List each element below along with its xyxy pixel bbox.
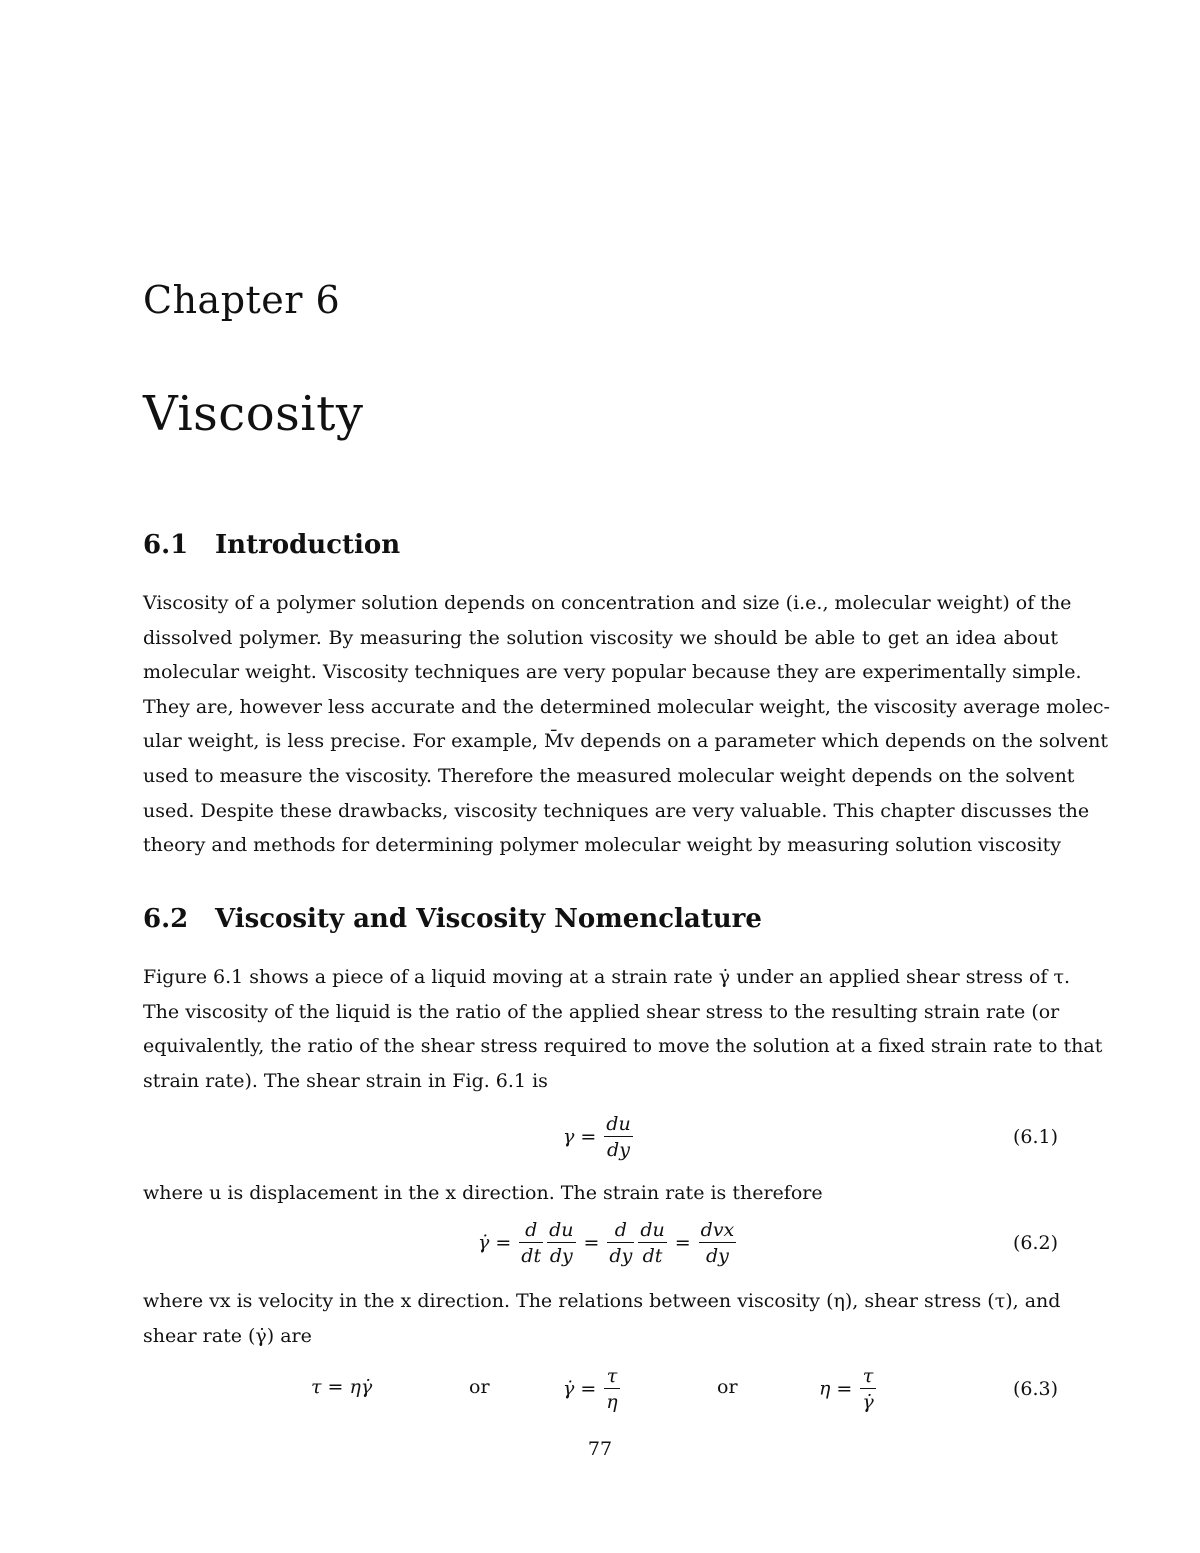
text-line: Figure 6.1 shows a piece of a liquid moving at a strain rate γ̇ under an applied shear stress of τ. (143, 966, 1071, 988)
equation-6-2-expression (478, 1218, 738, 1269)
text-line: ular weight, is less precise. For example, M̄v depends on a parameter which depends on the solvent (143, 730, 1109, 753)
denominator: dy (549, 1245, 573, 1267)
text-line: strain rate). The shear strain in Fig. 6.1 is (143, 1069, 548, 1092)
denominator: η (606, 1391, 618, 1413)
fraction (604, 1112, 632, 1163)
fraction (699, 1218, 737, 1269)
paragraph-nomenclature (143, 960, 1103, 1098)
text-line: theory and methods for determining polymer molecular weight by measuring solution viscosity (143, 834, 1062, 857)
text-line: where vx is velocity in the x direction. The relations between viscosity (η), shear stress (τ), and (143, 1290, 1061, 1312)
text-line: where u is displacement in the x direction. The strain rate is therefore (143, 1182, 823, 1204)
section-title: Viscosity and Viscosity Nomenclature (215, 904, 762, 934)
eq-lhs: γ̇ (563, 1377, 575, 1400)
denominator: dt (642, 1245, 663, 1267)
chapter-label: Chapter 6 (143, 278, 341, 322)
numerator: τ (604, 1364, 619, 1389)
eq-lhs: η (819, 1377, 831, 1400)
text-line: The viscosity of the liquid is the ratio of the applied shear stress to the resulting strain rate (or (143, 1000, 1060, 1023)
section-number: 6.1 (143, 530, 189, 560)
fraction (860, 1364, 875, 1415)
fraction (519, 1218, 543, 1269)
fraction (638, 1218, 666, 1269)
or-word: or (717, 1376, 738, 1398)
equation-6-3 (143, 1364, 1058, 1414)
eq-equals: = (583, 1231, 600, 1254)
paragraph-after-eq2 (143, 1284, 1061, 1353)
numerator: du (606, 1113, 631, 1135)
text-line: used. Despite these drawbacks, viscosity techniques are very valuable. This chapter discusses the (143, 799, 1090, 822)
denominator: dy (609, 1245, 633, 1267)
denominator: dy (607, 1139, 630, 1161)
equation-number: (6.1) (1012, 1126, 1058, 1148)
section-title: Introduction (215, 530, 401, 560)
denominator: dt (521, 1245, 542, 1267)
numerator: τ (860, 1364, 875, 1389)
denominator: γ̇ (862, 1391, 874, 1413)
section-heading-viscosity-nomenclature (143, 904, 762, 934)
eq-lhs: γ̇ (478, 1231, 490, 1254)
numerator: du (640, 1219, 665, 1241)
fraction (604, 1364, 619, 1415)
section-heading-introduction (143, 530, 400, 560)
equation-number: (6.2) (1012, 1232, 1058, 1254)
text-line: dissolved polymer. By measuring the solution viscosity we should be able to get an idea about (143, 626, 1058, 649)
numerator: dvx (700, 1219, 735, 1241)
equation-6-1 (143, 1112, 1058, 1162)
chapter-title: Viscosity (143, 386, 364, 442)
numerator: du (549, 1219, 574, 1241)
equation-6-2 (143, 1218, 1058, 1268)
equation-6-1-expression (563, 1112, 635, 1163)
denominator: dy (706, 1245, 729, 1267)
text-line: shear rate (γ̇) are (143, 1324, 312, 1347)
text-line: used to measure the viscosity. Therefore the measured molecular weight depends on the solvent (143, 764, 1075, 787)
text-line: molecular weight. Viscosity techniques are very popular because they are experimentally simple. (143, 661, 1082, 684)
equation-number: (6.3) (1012, 1378, 1058, 1400)
equation-6-3-part3: η = $\frac{\tau}{\gammȧ}$ (819, 1365, 874, 1413)
page-number: 77 (587, 1438, 613, 1460)
numerator: d (607, 1218, 634, 1243)
fraction (547, 1218, 575, 1269)
equation-6-3-part1: τ = ηγ̇ (311, 1376, 373, 1398)
eq-equals: = (495, 1231, 512, 1254)
paragraph-introduction (143, 586, 1110, 863)
text-line: Viscosity of a polymer solution depends on concentration and size (i.e., molecular weight) of the (143, 592, 1072, 614)
text-line: They are, however less accurate and the determined molecular weight, the viscosity average molec- (143, 695, 1110, 718)
or-word: or (469, 1376, 490, 1398)
paragraph-after-eq1 (143, 1176, 1058, 1211)
fraction (607, 1218, 634, 1269)
numerator: d (519, 1218, 543, 1243)
text-line: equivalently, the ratio of the shear stress required to move the solution at a fixed strain rate to that (143, 1035, 1103, 1058)
eq-equals: = (674, 1231, 691, 1254)
section-number: 6.2 (143, 904, 189, 934)
eq-equals: = (580, 1125, 597, 1148)
equation-6-3-part2: γ̇ = $\frac{\tau}{\eta}$ (563, 1365, 618, 1413)
eq-lhs: γ (563, 1125, 575, 1148)
